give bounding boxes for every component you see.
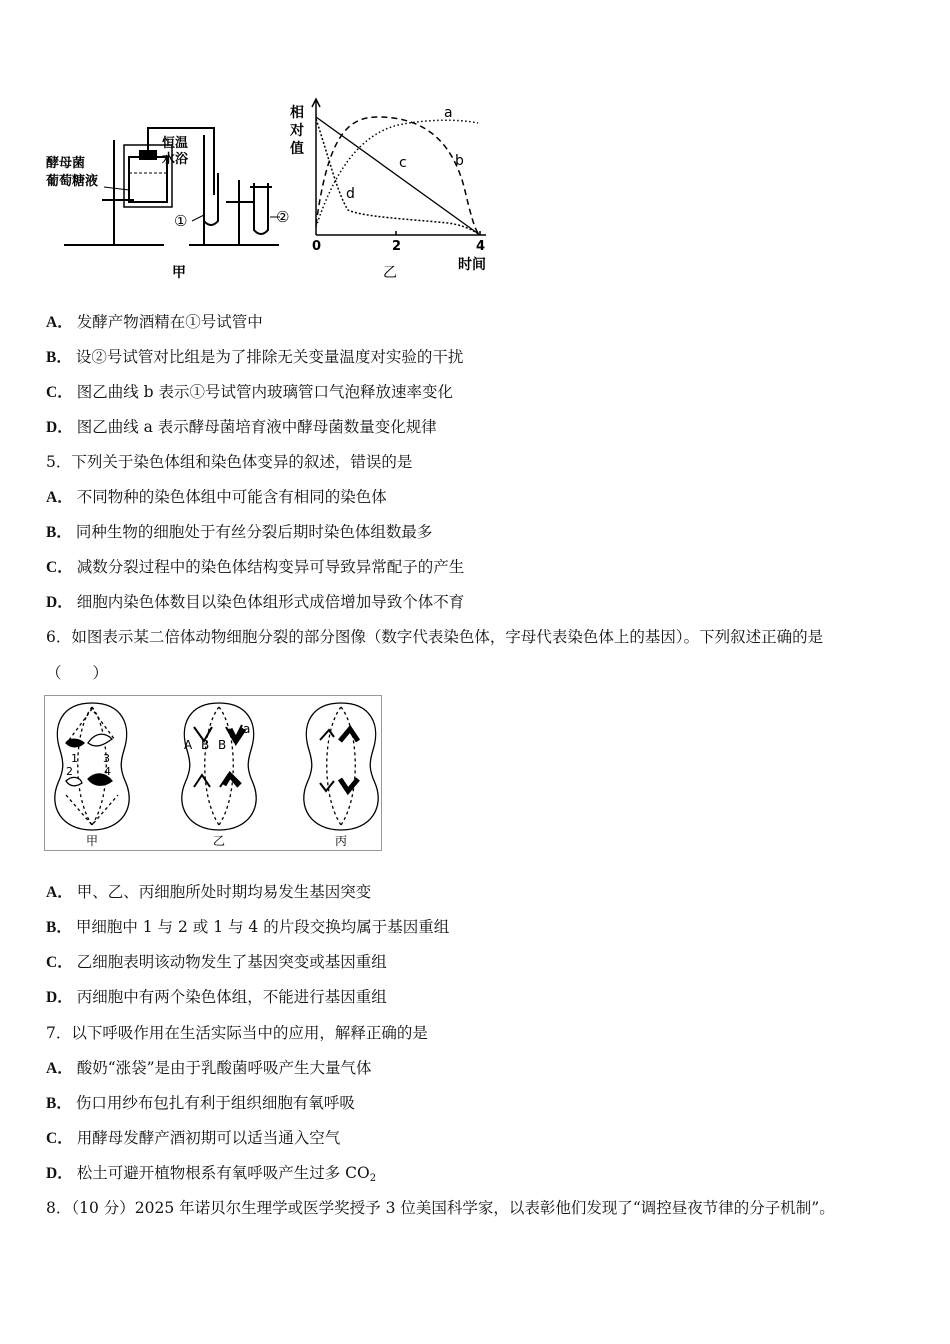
q4-option-d: D． 图乙曲线 a 表示酵母菌培育液中酵母菌数量变化规律 — [46, 418, 437, 436]
caption-yi: 乙 — [383, 265, 397, 281]
caption-cell-bing: 丙 — [335, 834, 348, 848]
co2-subscript: 2 — [369, 1173, 377, 1184]
cell-division-figure — [44, 695, 384, 853]
q4-option-b: B． 设②号试管对比组是为了排除无关变量温度对实验的干扰 — [46, 348, 464, 366]
label-tube-2: ② — [276, 208, 290, 226]
label-bath-2: 水浴 — [162, 152, 189, 167]
curve-label-a: a — [444, 105, 453, 121]
tick-2: 2 — [392, 239, 402, 254]
q4-option-a: A． 发酵产物酒精在①号试管中 — [46, 313, 263, 331]
gene-label-B1: B — [201, 738, 210, 752]
graph-ylabel-1: 相 — [290, 105, 304, 121]
chrom-number-4: 4 — [104, 765, 111, 778]
graph-ylabel-3: 值 — [290, 141, 304, 157]
q5-option-c: C． 减数分裂过程中的染色体结构变异可导致异常配子的产生 — [46, 558, 465, 576]
q6-option-b: B． 甲细胞中 1 与 2 或 1 与 4 的片段交换均属于基因重组 — [46, 918, 450, 936]
q7-option-a: A． 酸奶“涨袋”是由于乳酸菌呼吸产生大量气体 — [46, 1059, 372, 1077]
q6-option-a: A． 甲、乙、丙细胞所处时期均易发生基因突变 — [46, 883, 372, 901]
q5-stem: 5．下列关于染色体组和染色体变异的叙述，错误的是 — [46, 453, 413, 471]
q7-option-d: D． 松土可避开植物根系有氧呼吸产生过多 $CO_2$ — [46, 1164, 377, 1184]
label-tube-1: ① — [174, 212, 188, 230]
graph-ylabel-2: 对 — [290, 123, 304, 139]
q6-blank: （ ） — [46, 664, 109, 682]
tick-4: 4 — [476, 239, 486, 254]
chrom-number-1: 1 — [71, 752, 78, 765]
q7-stem: 7．以下呼吸作用在生活实际当中的应用，解释正确的是 — [46, 1024, 428, 1042]
chrom-number-3: 3 — [103, 752, 110, 765]
graph-xlabel: 时间 — [458, 257, 486, 273]
q7-option-c: C． 用酵母发酵产酒初期可以适当通入空气 — [46, 1129, 341, 1147]
q4-option-c: C． 图乙曲线 b 表示①号试管内玻璃管口气泡释放速率变化 — [46, 383, 453, 401]
q5-option-d: D． 细胞内染色体数目以染色体组形式成倍增加导致个体不育 — [46, 593, 465, 611]
q5-option-b: B． 同种生物的细胞处于有丝分裂后期时染色体组数最多 — [46, 523, 433, 541]
caption-jia: 甲 — [172, 265, 186, 281]
caption-cell-yi: 乙 — [213, 834, 226, 848]
label-solution: 葡萄糖液 — [46, 174, 99, 189]
apparatus-figure — [44, 95, 306, 285]
q7-option-b: B． 伤口用纱布包扎有利于组织细胞有氧呼吸 — [46, 1094, 355, 1112]
label-yeast: 酵母菌 — [46, 156, 86, 171]
curve-label-b: b — [455, 153, 464, 169]
curve-c — [316, 117, 480, 235]
gene-label-A: A — [184, 738, 193, 752]
q5-option-a: A． 不同物种的染色体组中可能含有相同的染色体 — [46, 488, 387, 506]
q6-option-d: D． 丙细胞中有两个染色体组，不能进行基因重组 — [46, 988, 387, 1006]
curve-graph-figure — [288, 95, 498, 285]
q6-option-c: C． 乙细胞表明该动物发生了基因突变或基因重组 — [46, 953, 387, 971]
gene-label-B2: B — [218, 738, 227, 752]
chrom-number-2: 2 — [66, 765, 73, 778]
q6-stem: 6．如图表示某二倍体动物细胞分裂的部分图像（数字代表染色体，字母代表染色体上的基因）。下列叙述正确的是 — [46, 628, 824, 646]
tick-0: 0 — [312, 239, 322, 254]
label-bath-1: 恒温 — [162, 136, 189, 151]
gene-label-a: a — [243, 722, 251, 736]
q8-stem: 8．（10 分）2025 年诺贝尔生理学或医学奖授予 3 位美国科学家，以表彰他们发现了“调控昼夜节律的分子机制”。 — [46, 1199, 835, 1217]
caption-cell-jia: 甲 — [86, 834, 99, 848]
curve-label-d: d — [346, 186, 355, 202]
curve-label-c: c — [399, 155, 407, 171]
